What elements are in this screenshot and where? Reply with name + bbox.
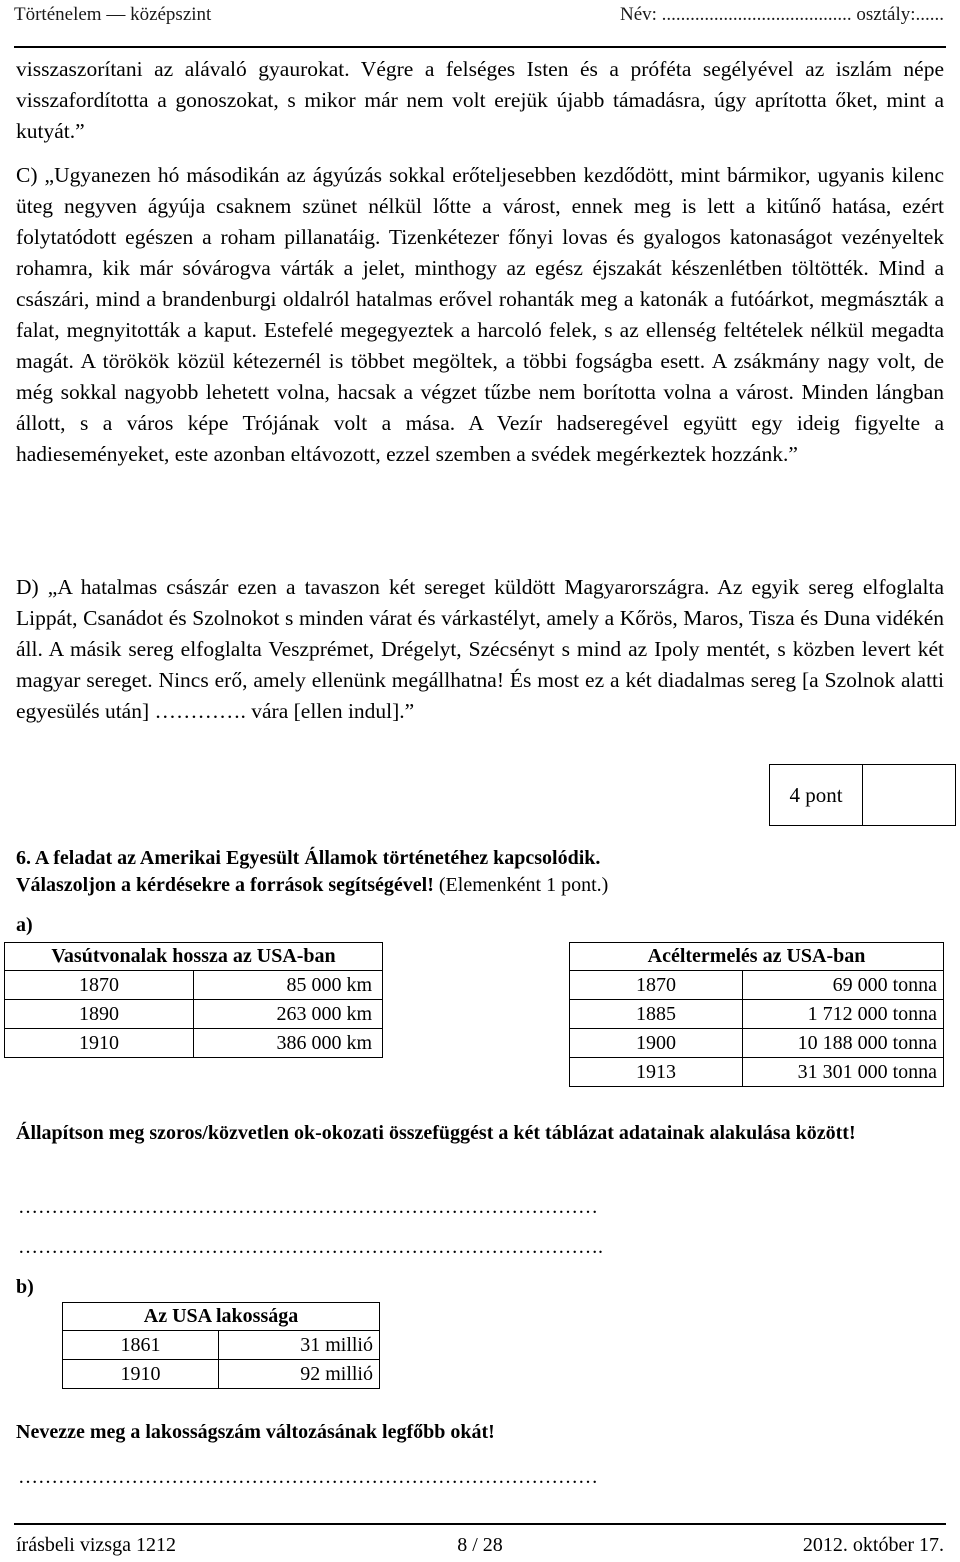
table-row (570, 1000, 944, 1029)
steel-year: 1913 (570, 1058, 743, 1087)
table-row (570, 1029, 944, 1058)
answer-line-a2[interactable]: ……………………………………………………………………………. (18, 1236, 603, 1258)
table-row (5, 1000, 383, 1029)
table-row (63, 1331, 380, 1360)
rail-year: 1870 (5, 971, 194, 1000)
task-6-heading (16, 845, 608, 899)
table-row (570, 1058, 944, 1087)
rail-year: 1910 (5, 1029, 194, 1058)
steel-year: 1885 (570, 1000, 743, 1029)
table-row (63, 1360, 380, 1389)
steel-table-title: Acéltermelés az USA-ban (570, 943, 944, 971)
footer-divider (14, 1523, 946, 1525)
rail-year: 1890 (5, 1000, 194, 1029)
table-row (5, 971, 383, 1000)
steel-value: 69 000 tonna (743, 971, 944, 1000)
footer-exam: írásbeli vizsga 1212 (16, 1534, 176, 1556)
population-year: 1861 (63, 1331, 219, 1360)
rail-table-title: Vasútvonalak hossza az USA-ban (5, 943, 383, 971)
task-6-points: (Elemenként 1 pont.) (433, 874, 609, 896)
question-b: Nevezze meg a lakosságszám változásának legfőbb okát! (16, 1421, 495, 1443)
source-d: D) „A hatalmas császár ezen a tavaszon két sereget küldött Magyarországra. Az egyik sereg elfoglalta Lippát, Csanádot és Szolnokot s minden várat és várkastélyt, amely a Kőrös, Maros, Tisza és Duna vidékén áll. A másik sereg elfoglalta Veszprémet, Drégelyt, Szécsényt s mind az Ipoly mentét, s közben levert két magyar sereget. Nincs erő, amely ellenünk megállhatna! És most ez a két diadalmas sereg [a Szolnok alatti egyesülés után] …………. vára [ellen indul].” (16, 575, 944, 723)
rail-table (4, 942, 383, 1058)
score-label: 4 pont (770, 765, 863, 825)
answer-line-a1[interactable]: …………………………………………………………………………… (18, 1196, 598, 1218)
rail-value: 386 000 km (194, 1029, 383, 1058)
table-row (5, 1029, 383, 1058)
score-box (769, 764, 956, 826)
population-table-title: Az USA lakossága (63, 1303, 380, 1331)
steel-table (569, 942, 944, 1087)
part-b-label: b) (16, 1276, 34, 1298)
steel-value: 10 188 000 tonna (743, 1029, 944, 1058)
footer-date: 2012. október 17. (802, 1534, 944, 1556)
population-year: 1910 (63, 1360, 219, 1389)
rail-value: 263 000 km (194, 1000, 383, 1029)
part-a-label: a) (16, 914, 33, 936)
header-divider (14, 46, 946, 48)
answer-line-b1[interactable]: …………………………………………………………………………… (18, 1466, 598, 1488)
rail-value: 85 000 km (194, 971, 383, 1000)
task-6-instruction-bold: Válaszoljon a kérdésekre a források segítségével! (16, 874, 434, 896)
header-subject: Történelem — középszint (14, 4, 212, 25)
footer-page-number: 8 / 28 (457, 1534, 503, 1556)
source-c: C) „Ugyanezen hó másodikán az ágyúzás sokkal erőteljesebben kezdődött, mint bármikor, ugyanis kilenc üteg negyven ágyúja csaknem szünet nélkül lőtte a várost, ennek meg is lett a kitűnő hatása, ezért folytatódott egészen a roham pillanatáig. Tizenkétezer főnyi lovas és gyalogos katonaságot vezényeltek rohamra, kik már sóvárogva várták a jelet, minthogy az egész éjszakát készenlétben töltötték. Mind a császári, mind a brandenburgi oldalról hatalmas erővel rohanták meg a katonák a futóárkot, megmászták a falat, megnyitották a kaput. Estefelé megegyeztek a harcoló felek, s az ellenség feltételek nélkül megadta magát. A törökök közül kétezernél is többet megöltek, a többi fogságba esett. A zsákmány nagy volt, de még sokkal nagyobb lehetett volna, hacsak a végzet tűzbe nem borította volna a várost. Minden lángban állott, s a város képe Trójának volt a mása. A Vezír hadseregével együtt egy ideig figyelte a hadieseményeket, este azonban eltávozott, ezzel szemben a svédek megérkeztek hozzánk.” (16, 163, 944, 466)
task-6-instruction (16, 872, 608, 899)
population-table (62, 1302, 380, 1389)
steel-year: 1870 (570, 971, 743, 1000)
population-value: 31 millió (219, 1331, 380, 1360)
question-a: Állapítson meg szoros/közvetlen ok-okozati összefüggést a két táblázat adatainak alakulása között! (16, 1122, 856, 1144)
header-name-class: Név: ........................................ osztály:...... (619, 4, 944, 25)
task-6-title: 6. A feladat az Amerikai Egyesült Államok történetéhez kapcsolódik. (16, 847, 601, 869)
steel-year: 1900 (570, 1029, 743, 1058)
source-a-ending: visszaszorítani az alávaló gyaurokat. Végre a felséges Isten és a próféta segélyével az iszlám népe visszafordította a gonoszokat, s mikor már nem volt erejük újabb támadásra, úgy aprította őket, mint a kutyát.” (16, 57, 944, 143)
steel-value: 31 301 000 tonna (743, 1058, 944, 1087)
population-value: 92 millió (219, 1360, 380, 1389)
table-row (570, 971, 944, 1000)
steel-value: 1 712 000 tonna (743, 1000, 944, 1029)
